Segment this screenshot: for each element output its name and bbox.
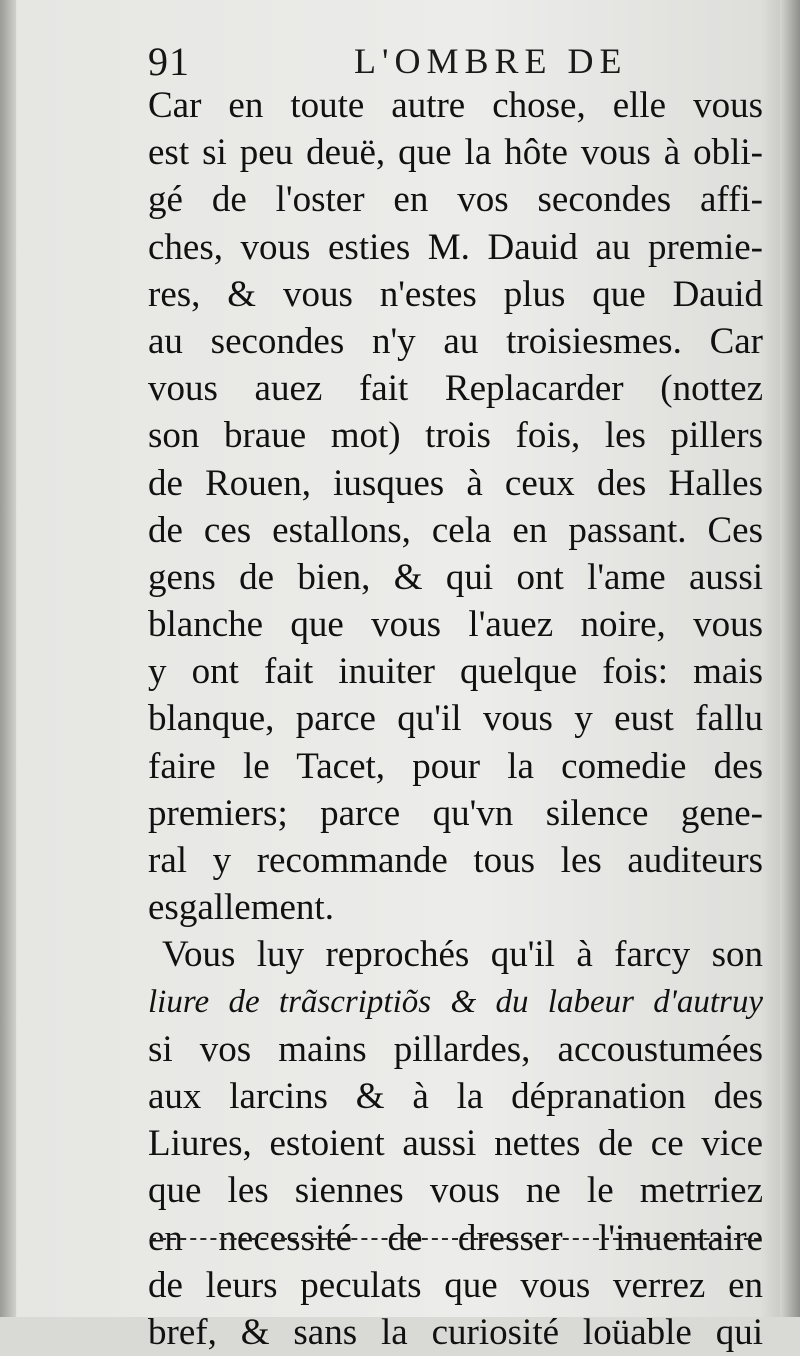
text-line: de ces estallons, cela en passant. Ces xyxy=(148,509,763,551)
text-line: res, & vous n'estes plus que Dauid xyxy=(148,273,763,315)
text-line: Car en toute autre chose, elle vous xyxy=(148,85,763,126)
text-line: aux larcins & à la dépranation des xyxy=(148,1075,763,1117)
text-line: premiers; parce qu'vn silence gene- xyxy=(148,792,763,834)
text-line: blanque, parce qu'il vous y eust fallu xyxy=(148,698,763,740)
page-header xyxy=(148,38,768,82)
text-line: liure de trãscriptiõs & du labeur d'autruy xyxy=(148,983,763,1020)
text-line: gens de bien, & qui ont l'ame aussi xyxy=(148,556,763,598)
text-line: esgallement. xyxy=(148,887,334,929)
bottom-rule xyxy=(150,1238,760,1240)
text-line: si vos mains pillardes, accoustumées xyxy=(148,1028,763,1070)
page-gutter-shadow xyxy=(0,0,16,1317)
text-line: de Rouen, iusques à ceux des Halles xyxy=(148,462,763,504)
text-line: que les siennes vous ne le metrriez xyxy=(148,1170,763,1212)
text-line: bref, & sans la curiosité loüable qui xyxy=(148,1311,763,1353)
text-line: au secondes n'y au troisiesmes. Car xyxy=(148,320,763,362)
text-line: Liures, estoient aussi nettes de ce vice xyxy=(148,1123,763,1165)
running-head: L'OMBRE DE xyxy=(354,41,628,81)
text-line: est si peu deuë, que la hôte vous à obli- xyxy=(148,132,763,174)
text-line: gé de l'oster en vos secondes affi- xyxy=(148,179,763,221)
body-text xyxy=(148,82,763,1356)
text-line: blanche que vous l'auez noire, vous xyxy=(148,604,763,646)
text-line: de leurs peculats que vous verrez en xyxy=(148,1264,763,1306)
text-line: Vous luy reprochés qu'il à farcy son xyxy=(162,934,763,976)
page-edge-shadow xyxy=(780,0,800,1317)
text-line: y ont fait inuiter quelque fois: mais xyxy=(148,651,763,693)
text-line: en necessité de dresser l'inuentaire xyxy=(148,1217,763,1259)
text-line: son braue mot) trois fois, les pillers xyxy=(148,415,763,457)
text-line: ral y recommande tous les auditeurs xyxy=(148,840,763,881)
text-line: ches, vous esties M. Dauid au premie- xyxy=(148,226,763,268)
text-line: faire le Tacet, pour la comedie des xyxy=(148,745,763,787)
page-number: 91 xyxy=(148,39,190,84)
text-line: vous auez fait Replacarder (nottez xyxy=(148,368,763,410)
